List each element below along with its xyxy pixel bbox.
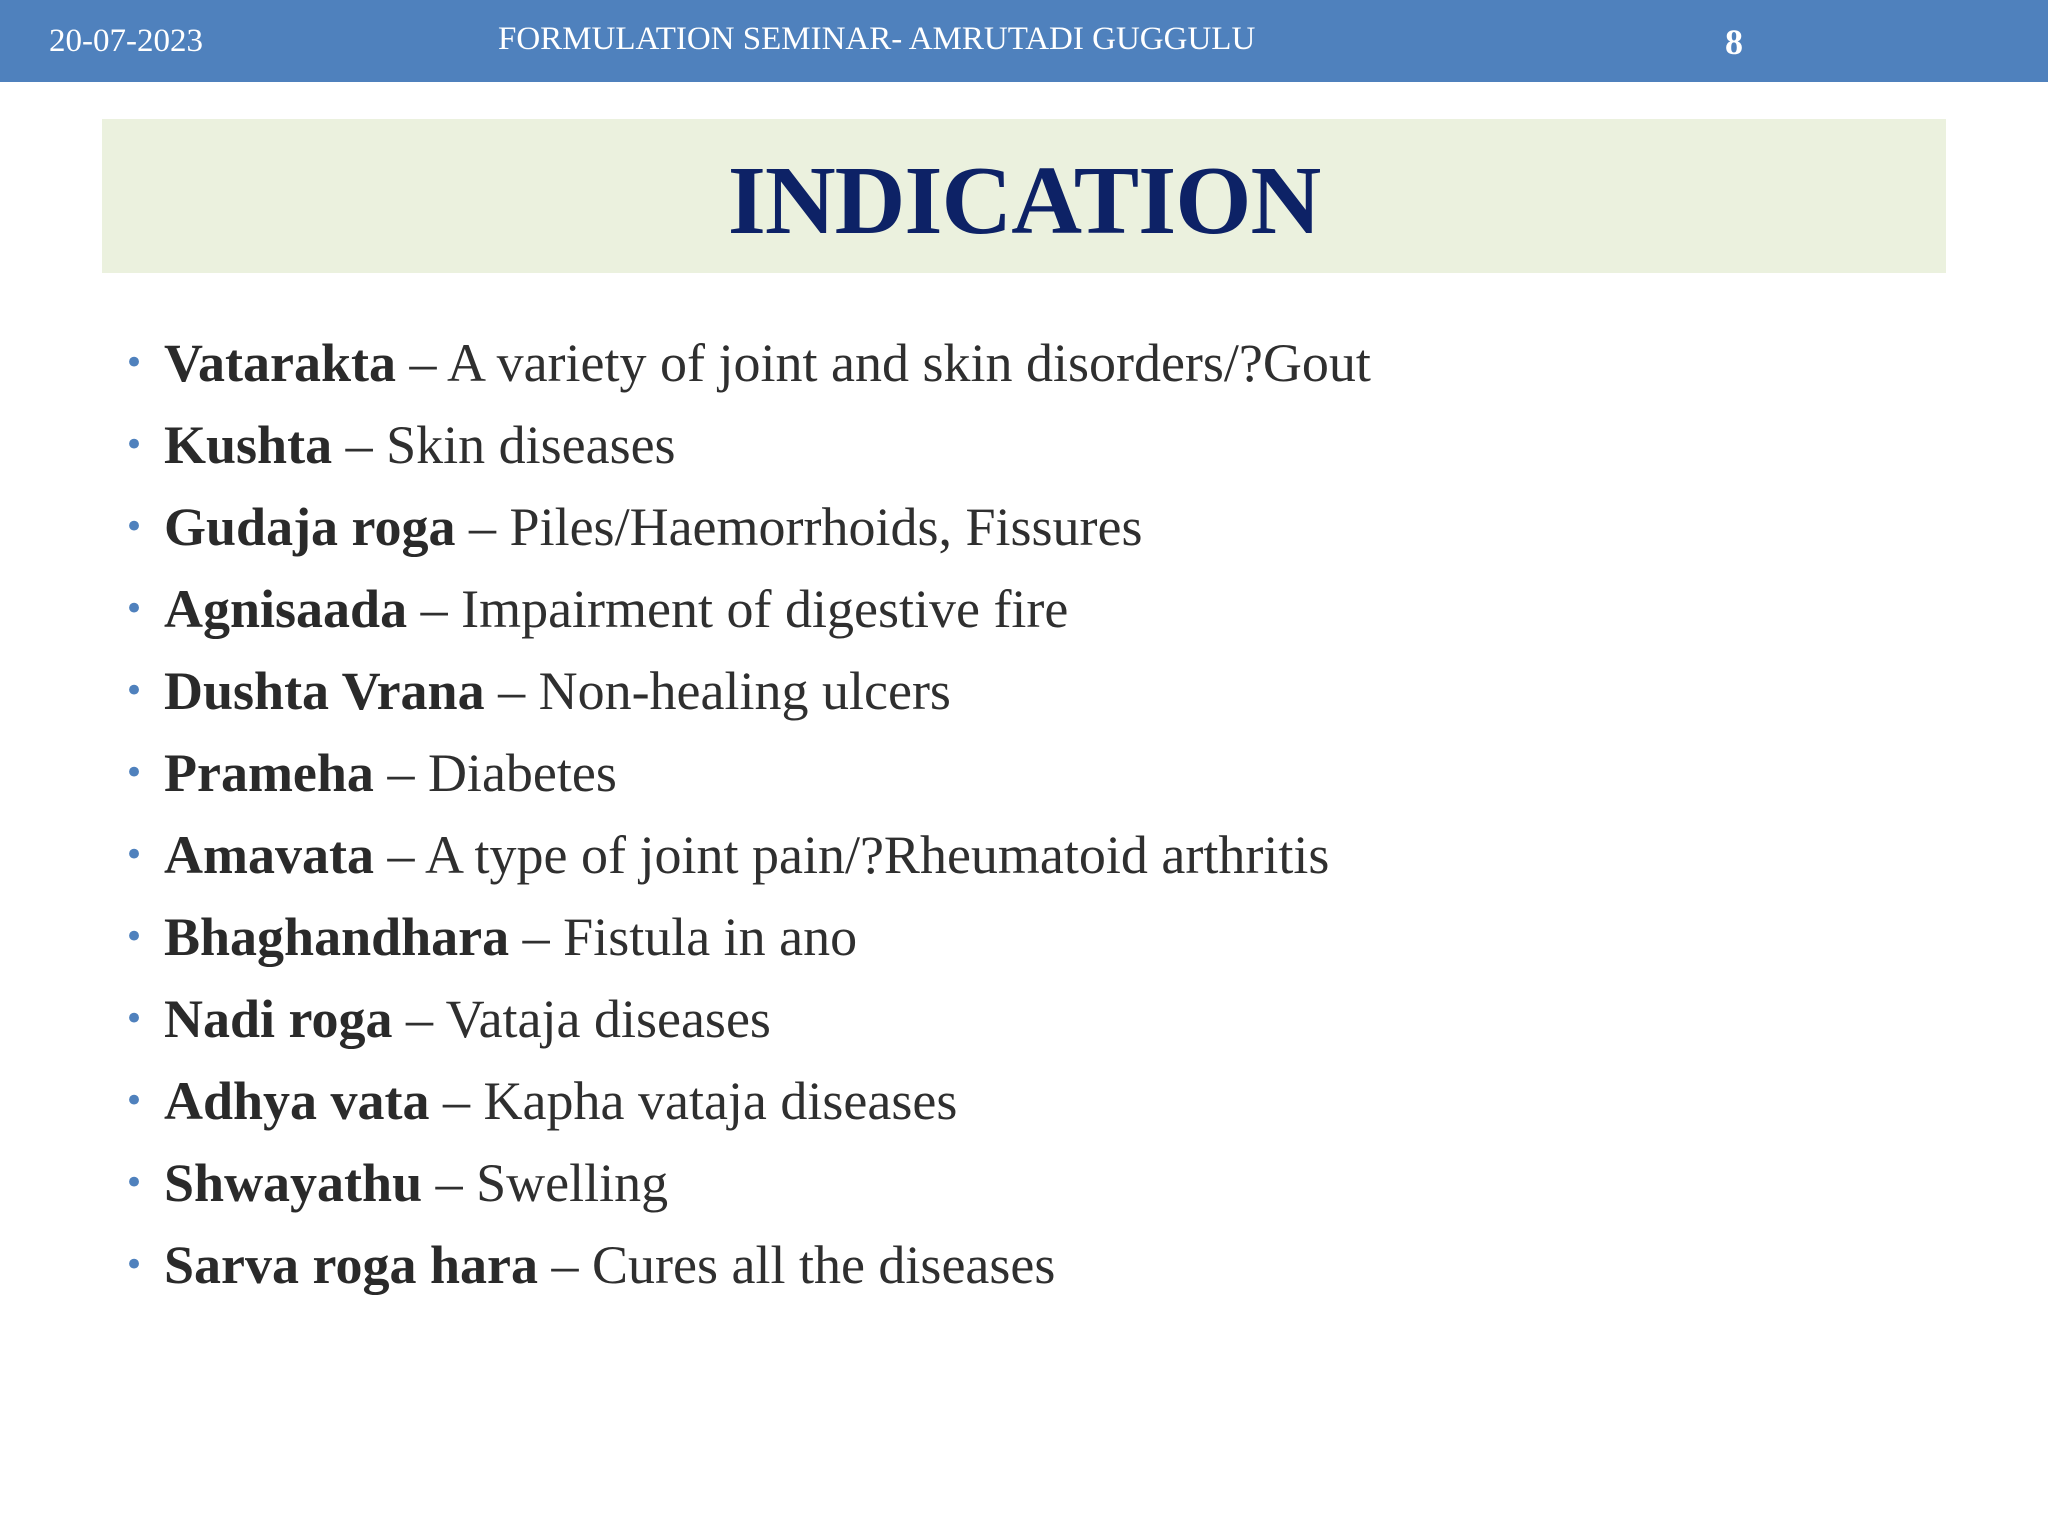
bullet-icon: •	[124, 999, 145, 1039]
indication-description: Non-healing ulcers	[538, 661, 951, 721]
bullet-icon: •	[124, 1163, 145, 1203]
slide-title: INDICATION	[727, 147, 1321, 255]
separator-dash: –	[407, 579, 462, 639]
slide-date: 20-07-2023	[49, 23, 203, 59]
list-item	[118, 404, 1371, 486]
separator-dash: –	[455, 497, 510, 557]
separator-dash: –	[396, 333, 448, 393]
list-item	[118, 814, 1371, 896]
indication-term: Bhaghandhara	[164, 907, 510, 967]
bullet-icon: •	[124, 917, 145, 957]
bullet-icon: •	[124, 1081, 145, 1121]
indication-description: Kapha vataja diseases	[483, 1071, 958, 1131]
separator-dash: –	[332, 415, 387, 475]
separator-dash: –	[429, 1071, 484, 1131]
separator-dash: –	[538, 1235, 592, 1295]
separator-dash: –	[484, 661, 539, 721]
indication-term: Nadi roga	[164, 989, 393, 1049]
indication-term: Vatarakta	[164, 333, 397, 393]
list-item	[118, 1142, 1371, 1224]
indication-term: Kushta	[164, 415, 333, 475]
indication-term: Adhya vata	[164, 1071, 430, 1131]
indication-term: Agnisaada	[164, 579, 408, 639]
separator-dash: –	[422, 1153, 477, 1213]
indication-description: Fistula in ano	[563, 907, 858, 967]
indication-description: A variety of joint and skin disorders/?Gout	[447, 333, 1371, 393]
bullet-icon: •	[124, 835, 145, 875]
indication-description: Swelling	[476, 1153, 669, 1213]
bullet-icon: •	[124, 343, 145, 383]
bullet-icon: •	[124, 507, 145, 547]
bullet-icon: •	[124, 1245, 145, 1285]
indication-list	[118, 322, 1371, 1306]
list-item	[118, 322, 1371, 404]
separator-dash: –	[392, 989, 446, 1049]
indication-term: Prameha	[164, 743, 374, 803]
bullet-icon: •	[124, 753, 145, 793]
indication-description: A type of joint pain/?Rheumatoid arthritis	[425, 825, 1330, 885]
seminar-title: FORMULATION SEMINAR- AMRUTADI GUGGULU	[498, 21, 1256, 57]
list-item	[118, 486, 1371, 568]
indication-term: Sarva roga hara	[164, 1235, 538, 1295]
bullet-icon: •	[124, 589, 145, 629]
bullet-icon: •	[124, 425, 145, 465]
list-item	[118, 1224, 1371, 1306]
indication-description: Diabetes	[427, 743, 617, 803]
separator-dash: –	[373, 743, 428, 803]
list-item	[118, 568, 1371, 650]
list-item	[118, 1060, 1371, 1142]
bullet-icon: •	[124, 671, 145, 711]
list-item	[118, 650, 1371, 732]
indication-term: Shwayathu	[164, 1153, 423, 1213]
page-number: 8	[1725, 22, 1743, 62]
indication-term: Dushta Vrana	[164, 661, 485, 721]
indication-description: Cures all the diseases	[592, 1235, 1056, 1295]
separator-dash: –	[509, 907, 564, 967]
indication-description: Skin diseases	[386, 415, 676, 475]
list-item	[118, 978, 1371, 1060]
indication-description: Vataja diseases	[445, 989, 771, 1049]
header-bar	[0, 0, 2048, 82]
indication-description: Impairment of digestive fire	[461, 579, 1069, 639]
title-band	[102, 119, 1946, 273]
list-item	[118, 896, 1371, 978]
list-item	[118, 732, 1371, 814]
separator-dash: –	[373, 825, 425, 885]
indication-term: Amavata	[164, 825, 374, 885]
indication-term: Gudaja roga	[164, 497, 456, 557]
indication-description: Piles/Haemorrhoids, Fissures	[509, 497, 1143, 557]
